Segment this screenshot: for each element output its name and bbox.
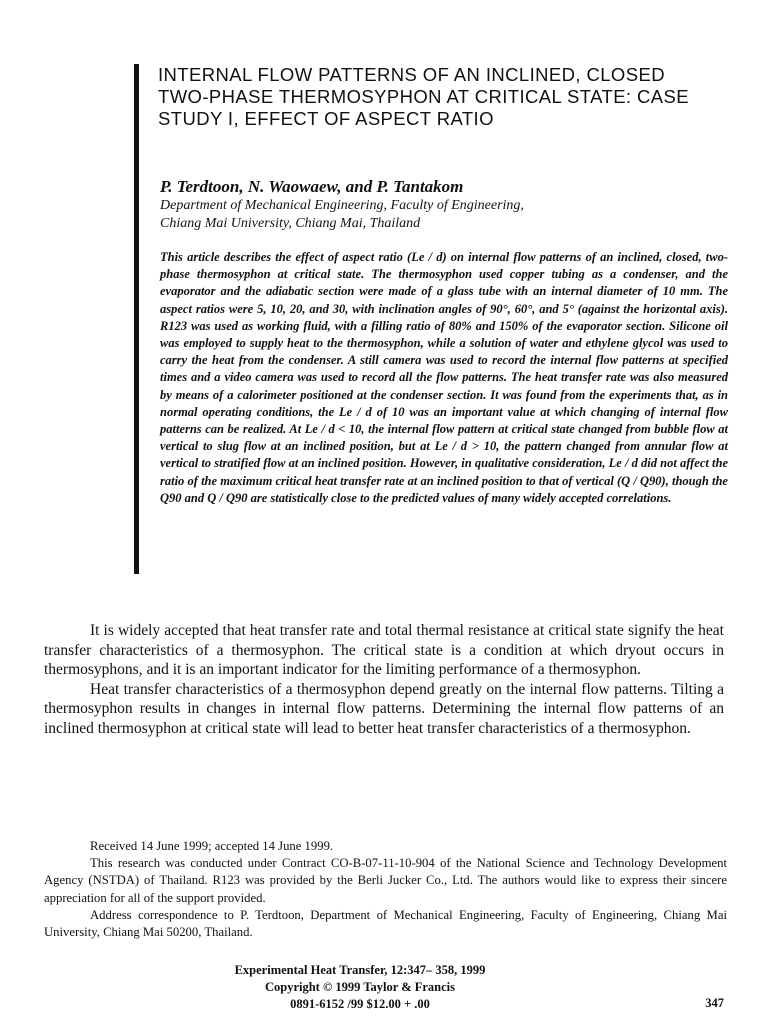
affiliation-line-2: Chiang Mai University, Chiang Mai, Thailand bbox=[160, 216, 421, 231]
affiliation bbox=[160, 197, 720, 233]
article-title: INTERNAL FLOW PATTERNS OF AN INCLINED, CLOSED TWO-PHASE THERMOSYPHON AT CRITICAL STATE: CASE STUDY I, EFFECT OF ASPECT RATIO bbox=[158, 64, 689, 129]
affiliation-line-1: Department of Mechanical Engineering, Faculty of Engineering, bbox=[160, 198, 524, 213]
footnote-received: Received 14 June 1999; accepted 14 June 1999. bbox=[90, 839, 334, 853]
title-side-bar bbox=[134, 64, 139, 574]
page-number: 347 bbox=[705, 996, 724, 1010]
journal-issn-price: 0891-6152 /99 $12.00 + .00 bbox=[290, 997, 430, 1011]
journal-citation: Experimental Heat Transfer, 12:347– 358, 1999 bbox=[234, 963, 486, 977]
footnote-address: Address correspondence to P. Terdtoon, Department of Mechanical Engineering, Faculty of Engineering, Chiang Mai University, Chiang Mai 50200, Thailand. bbox=[44, 907, 727, 940]
body-text bbox=[44, 621, 724, 738]
abstract: This article describes the effect of aspect ratio (Le / d) on internal flow patterns of an inclined, closed, two-phase thermosyphon at critical state. The thermosyphon used copper tubing as a condenser, and the evaporator and the adiabatic section were made of a glass tube with an internal diameter of 10 mm. The aspect ratios were 5, 10, 20, and 30, with inclination angles of 90°, 60°, and 5° (against the horizontal axis). R123 was used as working fluid, with a filling ratio of 80% and 150% of the evaporator section. Silicone oil was employed to supply heat to the thermosyphon, while a solution of water and ethylene glycol was used to carry the heat from the condenser. A still camera was used to record the internal flow patterns at specified times and a video camera was used to record all the flow patterns. The heat transfer rate was also measured by means of a calorimeter positioned at the condenser section. It was found from the experiments that, as in normal operating conditions, the Le / d of 10 was an important value at which changing of internal flow patterns can be realized. At Le / d < 10, the internal flow pattern at critical state changed from bubble flow at vertical to slug flow at an inclined position, but at Le / d > 10, the pattern changed from annular flow at vertical to stratified flow at an inclined position. However, in qualitative consideration, Le / d did not affect the ratio of the maximum critical heat transfer rate at an inclined position to that of vertical (Q / Q90), though the Q90 and Q / Q90 are statistically close to the predicted values of many widely accepted correlations. bbox=[160, 250, 728, 505]
body-paragraph-1: It is widely accepted that heat transfer rate and total thermal resistance at critical state signify the heat transfer characteristics of a thermosyphon. The critical state is a condition at which dryout occurs in thermosyphons, and it is an important indicator for the limiting performance of a thermosyphon. bbox=[44, 622, 724, 678]
journal-copyright: Copyright © 1999 Taylor & Francis bbox=[264, 980, 456, 994]
footnote-funding: This research was conducted under Contract CO-B-07-11-10-904 of the National Science and Technology Development Agency (NSTDA) of Thailand. R123 was provided by the Berli Jucker Co., Ltd. The authors would like to express their sincere appreciation for all of the support provided. bbox=[44, 856, 727, 905]
author-list: P. Terdtoon, N. Waowaew, and P. Tantakom bbox=[160, 177, 464, 196]
footnotes bbox=[44, 838, 727, 941]
journal-info bbox=[180, 962, 540, 1013]
body-paragraph-2: Heat transfer characteristics of a thermosyphon depend greatly on the internal flow patterns. Tilting a thermosyphon results in changes in internal flow patterns. Determining the internal flow patterns of an inclined thermosyphon at critical state will lead to better heat transfer characteristics of a thermosyphon. bbox=[44, 680, 724, 737]
